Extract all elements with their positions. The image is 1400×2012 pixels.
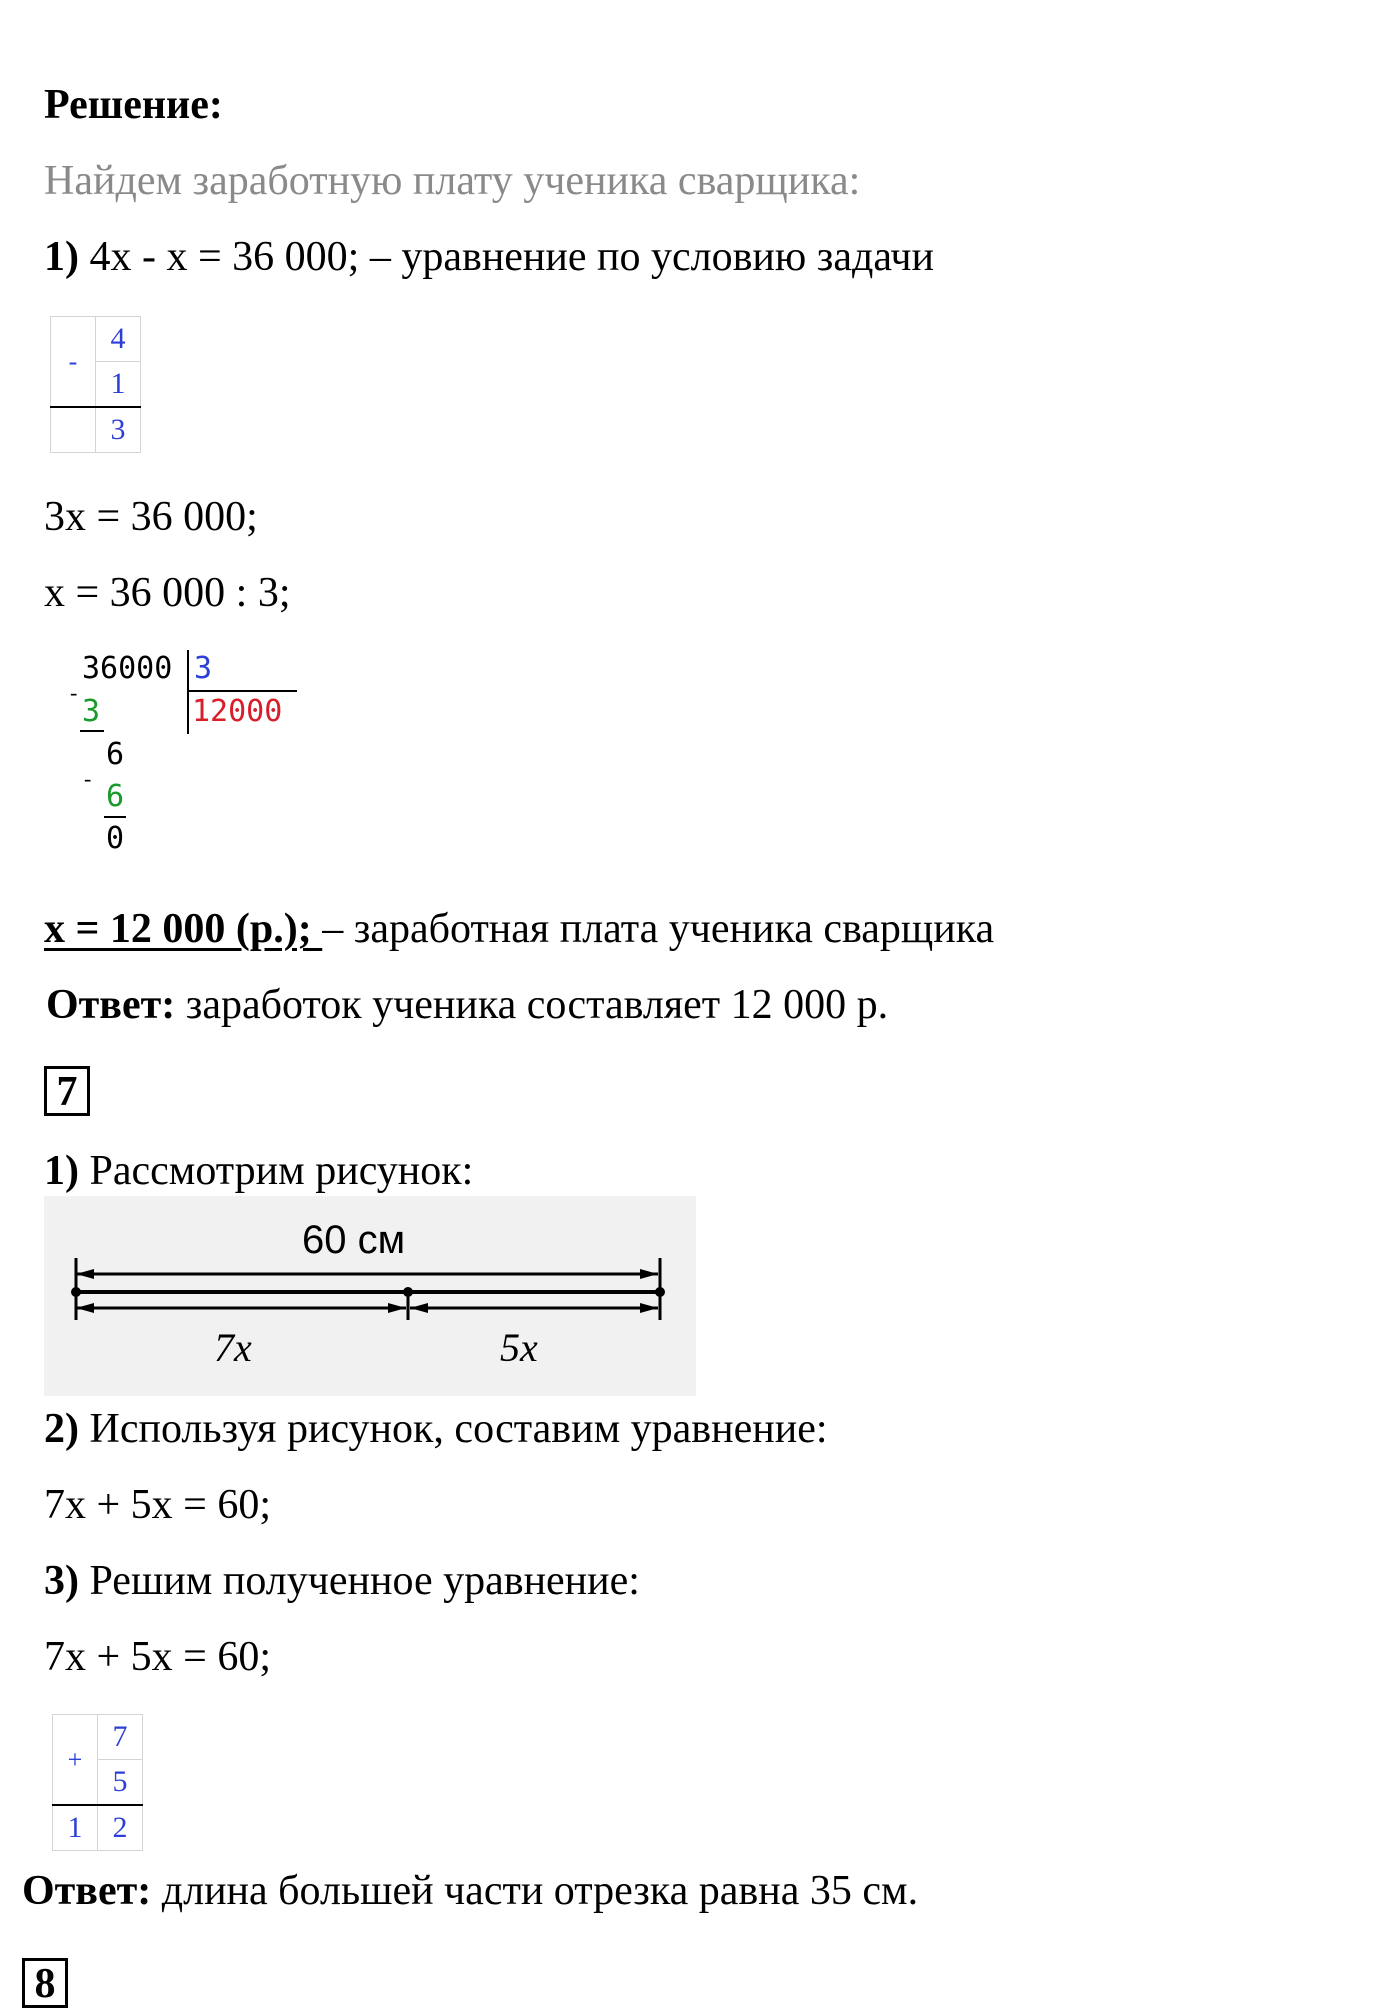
digit-top: 4: [96, 317, 141, 362]
empty-cell: [51, 407, 96, 453]
task-8-number: 8: [22, 1958, 68, 2008]
task7-equation-b: 7x + 5x = 60;: [44, 1634, 272, 1680]
label-left: 7x: [214, 1325, 252, 1370]
long-division: [70, 650, 310, 870]
task7-step3-text: Решим полученное уравнение:: [79, 1558, 640, 1604]
addition-table: [52, 1714, 143, 1851]
underline-2: [104, 816, 126, 818]
answer-2-label: Ответ:: [22, 1868, 152, 1914]
task7-step3-number: 3): [44, 1558, 79, 1604]
task7-step2: [44, 1408, 828, 1450]
division-horizontal-line: [187, 690, 297, 692]
underline-1: [80, 730, 104, 732]
subtraction-table: [50, 316, 141, 453]
digit-top: 7: [98, 1715, 143, 1760]
task7-step1-text: Рассмотрим рисунок:: [79, 1148, 474, 1194]
task7-step2-text: Используя рисунок, составим уравнение:: [79, 1406, 828, 1452]
result-tens: 1: [53, 1805, 98, 1851]
minus-sign-1: -: [70, 680, 78, 705]
equation-3x: 3x = 36 000;: [44, 494, 258, 540]
task7-step2-number: 2): [44, 1406, 79, 1452]
subtrahend-1: 3: [82, 694, 101, 729]
division-vertical-line: [187, 650, 189, 734]
remainder-2: 0: [106, 821, 125, 856]
step1-number: 1): [44, 234, 79, 280]
minus-sign: -: [51, 317, 96, 408]
solution-heading: Решение:: [44, 82, 223, 128]
task-7-number: 7: [44, 1066, 90, 1116]
remainder-1: 6: [106, 737, 125, 772]
divisor: 3: [194, 651, 213, 686]
result-ones: 2: [98, 1805, 143, 1851]
quotient: 12000: [192, 694, 283, 729]
digit-bottom: 1: [96, 362, 141, 408]
intro-text: Найдем заработную плату ученика сварщика:: [44, 158, 861, 204]
task7-step3: [44, 1560, 640, 1602]
answer-2: [22, 1870, 918, 1912]
step1-line: [44, 236, 934, 278]
result-value: x = 12 000 (р.);: [44, 906, 323, 952]
label-right: 5x: [500, 1325, 538, 1370]
task7-equation-a: 7x + 5x = 60;: [44, 1482, 272, 1528]
subtrahend-2: 6: [106, 779, 125, 814]
label-total: 60 см: [302, 1218, 406, 1262]
minus-sign-2: -: [84, 766, 92, 791]
step1-text: 4x - x = 36 000; – уравнение по условию задачи: [89, 234, 934, 280]
digit-result: 3: [96, 407, 141, 453]
segment-figure: [44, 1196, 696, 1396]
result-text: – заработная плата ученика сварщика: [322, 906, 995, 952]
answer-1-text: заработок ученика составляет 12 000 р.: [175, 982, 889, 1028]
task7-step1: [44, 1150, 473, 1192]
answer-1: [46, 984, 888, 1026]
equation-x-division: x = 36 000 : 3;: [44, 570, 291, 616]
result-line: [44, 908, 994, 950]
task7-step1-number: 1): [44, 1148, 79, 1194]
answer-2-text: длина большей части отрезка равна 35 см.: [151, 1868, 919, 1914]
plus-sign: +: [53, 1715, 98, 1806]
answer-1-label: Ответ:: [46, 982, 176, 1028]
digit-bottom: 5: [98, 1760, 143, 1806]
dividend: 36000: [82, 651, 173, 686]
